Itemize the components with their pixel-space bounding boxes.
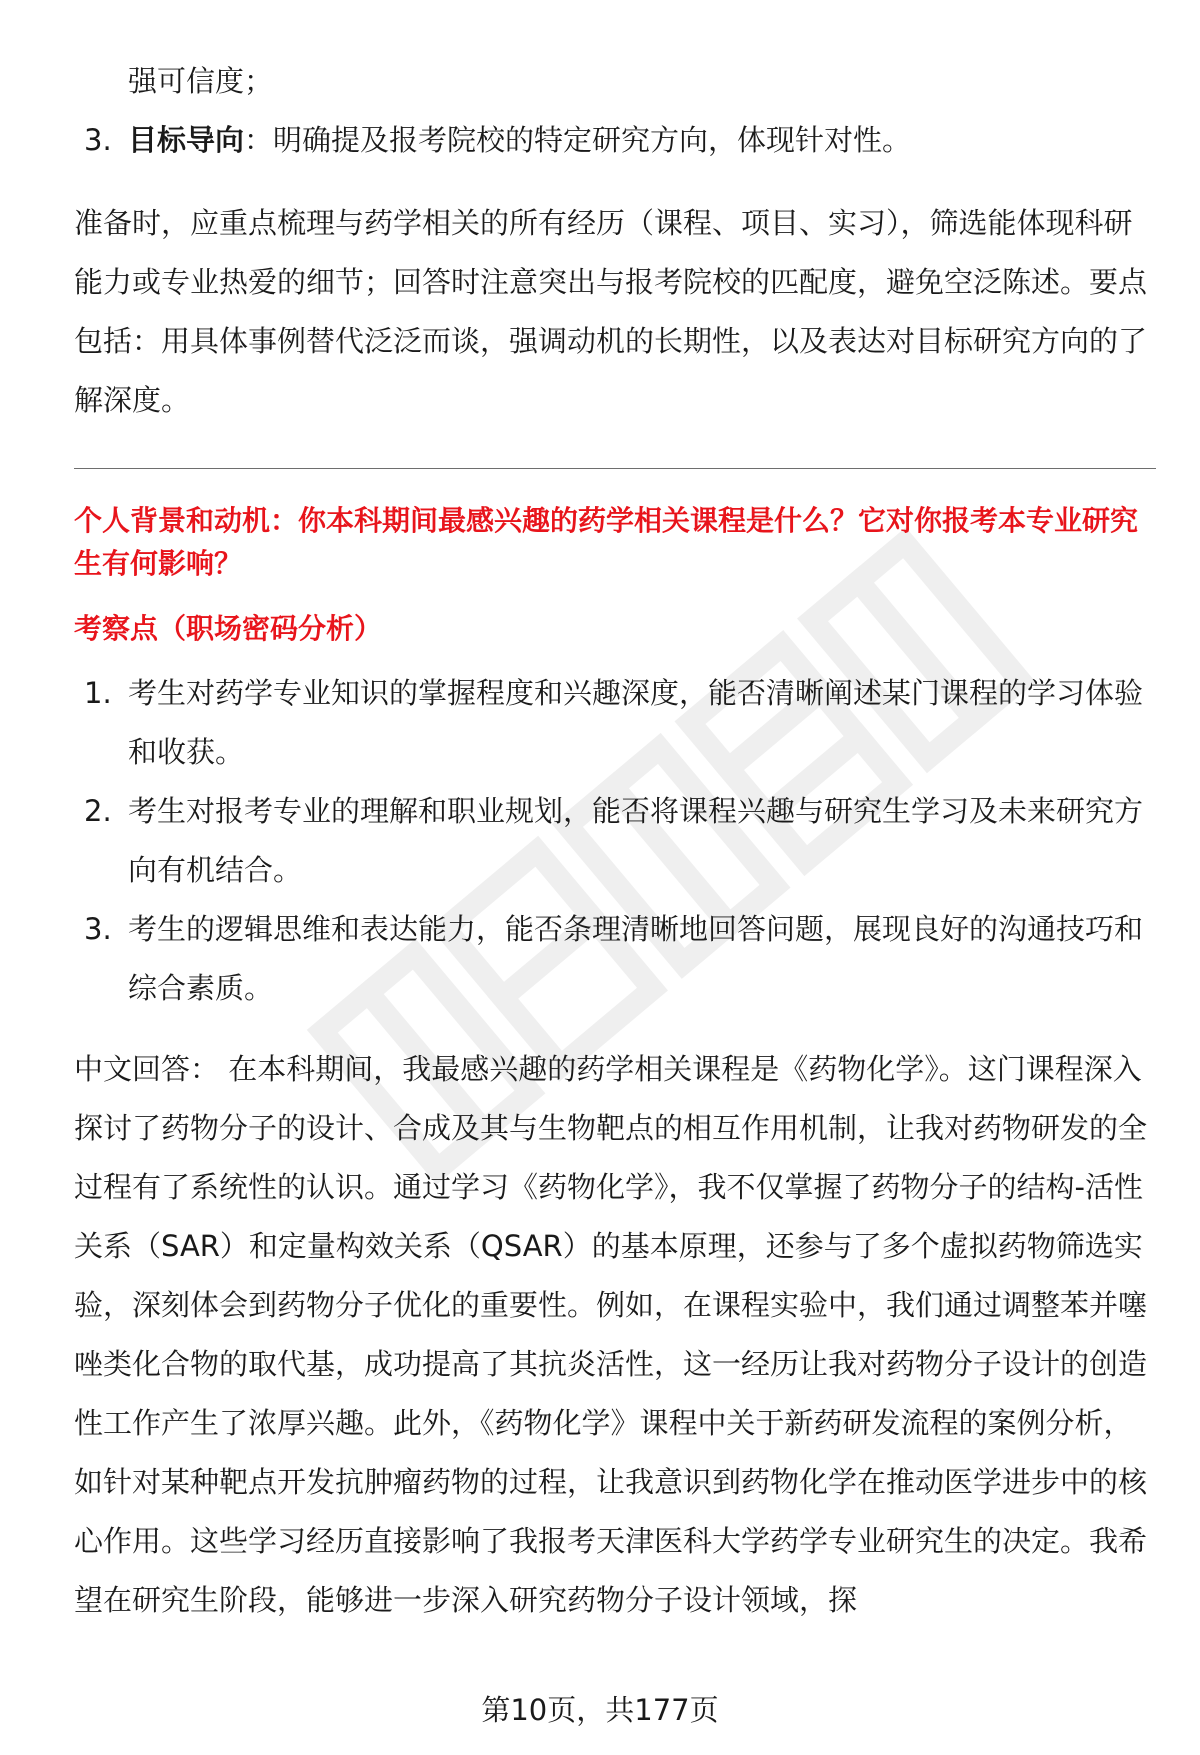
analysis-point-1 bbox=[74, 664, 1156, 782]
list-item-text: 考生对报考专业的理解和职业规划，能否将课程兴趣与研究生学习及未来研究方向有机结合。 bbox=[128, 794, 1144, 887]
document-page bbox=[74, 52, 1156, 1630]
list-item-text: 强可信度； bbox=[128, 64, 274, 98]
list-number: 3. bbox=[84, 912, 112, 946]
list-number: 1. bbox=[84, 676, 112, 710]
analysis-points-list bbox=[74, 664, 1156, 1018]
list-number: 2. bbox=[84, 794, 112, 828]
answer-paragraph: 中文回答： 在本科期间，我最感兴趣的药学相关课程是《药物化学》。这门课程深入探讨了药物分子的设计、合成及其与生物靶点的相互作用机制，让我对药物研发的全过程有了系统性的认识。通过学习《药物化学》，我不仅掌握了药物分子的结构-活性关系（SAR）和定量构效关系（QSAR）的基本原理，还参与了多个虚拟药物筛选实验，深刻体会到药物分子优化的重要性。例如，在课程实验中，我们通过调整苯并噻唑类化合物的取代基，成功提高了其抗炎活性，这一经历让我对药物分子设计的创造性工作产生了浓厚兴趣。此外，《药物化学》课程中关于新药研发流程的案例分析，如针对某种靶点开发抗肿瘤药物的过程，让我意识到药物化学在推动医学进步中的核心作用。这些学习经历直接影响了我报考天津医科大学药学专业研究生的决定。我希望在研究生阶段，能够进一步深入研究药物分子设计领域，探 bbox=[74, 1052, 1148, 1617]
page-footer: 第10页，共177页 bbox=[481, 1693, 719, 1727]
section-divider bbox=[74, 468, 1156, 469]
list-item-text: 考生的逻辑思维和表达能力，能否条理清晰地回答问题，展现良好的沟通技巧和综合素质。 bbox=[128, 912, 1144, 1005]
intro-list-item-continuation bbox=[74, 52, 1156, 111]
list-number bbox=[74, 52, 128, 111]
list-item-text: 考生对药学专业知识的掌握程度和兴趣深度，能否清晰阐述某门课程的学习体验和收获。 bbox=[128, 676, 1144, 769]
list-item-text bbox=[128, 111, 1156, 170]
intro-list-item-3 bbox=[74, 111, 1156, 170]
list-item-description: ：明确提及报考院校的特定研究方向，体现针对性。 bbox=[244, 123, 912, 157]
analysis-point-3 bbox=[74, 900, 1156, 1018]
list-number: 3. bbox=[84, 123, 112, 157]
analysis-subheading: 考察点（职场密码分析） bbox=[74, 612, 383, 645]
summary-paragraph: 准备时，应重点梳理与药学相关的所有经历（课程、项目、实习），筛选能体现科研能力或专业热爱的细节；回答时注意突出与报考院校的匹配度，避免空泛陈述。要点包括：用具体事例替代泛泛而谈，强调动机的长期性，以及表达对目标研究方向的了解深度。 bbox=[74, 206, 1148, 417]
analysis-point-2 bbox=[74, 782, 1156, 900]
question-title: 个人背景和动机：你本科期间最感兴趣的药学相关课程是什么？它对你报考本专业研究生有何影响？ bbox=[74, 504, 1139, 580]
list-item-bold-term: 目标导向 bbox=[128, 123, 245, 157]
